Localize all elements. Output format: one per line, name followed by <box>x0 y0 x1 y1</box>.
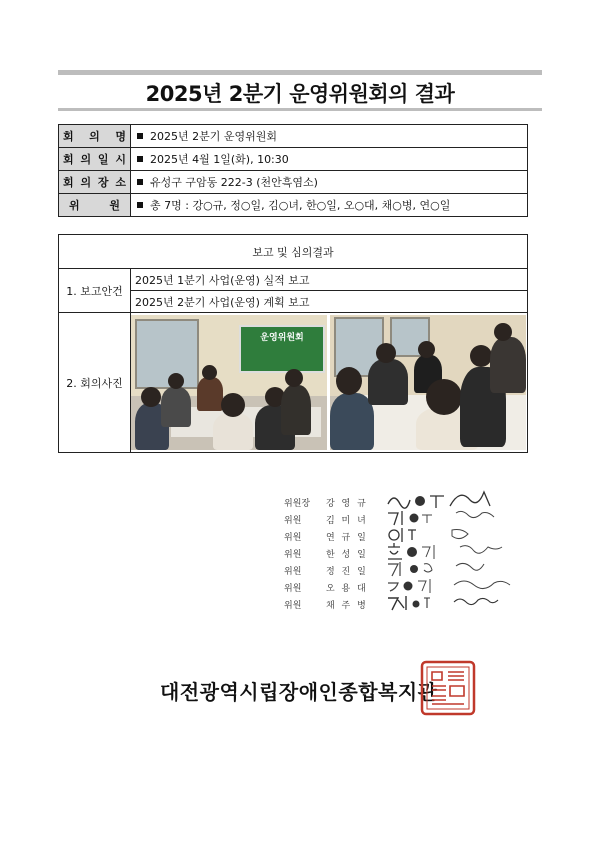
label-char: 회 <box>63 153 74 166</box>
info-row-members <box>59 194 528 217</box>
signature-role: 위원 <box>284 533 302 543</box>
banner-text: 운영위원회 <box>260 333 304 343</box>
info-value-text: 총 7명 : 강○규, 정○일, 김○녀, 한○일, 오○대, 채○병, 연○일 <box>150 199 451 212</box>
organization-name: 대전광역시립장애인종합복지관 <box>160 680 438 704</box>
official-seal-icon <box>420 660 476 716</box>
bullet-icon <box>137 202 143 208</box>
signature-name: 연 규 일 <box>326 533 368 543</box>
label-char: 의 <box>80 176 92 189</box>
info-value-datetime <box>131 148 528 171</box>
signature-name: 정 진 일 <box>326 567 368 577</box>
bullet-icon <box>137 156 143 162</box>
meeting-info-table <box>58 124 528 217</box>
signature-name: 김 미 녀 <box>326 516 368 526</box>
title-top-rule <box>58 70 542 75</box>
title-bottom-rule <box>58 108 542 111</box>
bullet-icon <box>137 179 143 185</box>
label-char: 소 <box>115 176 126 189</box>
label-char: 시 <box>115 153 126 166</box>
signature-row <box>284 596 544 613</box>
signature-name: 한 성 일 <box>326 550 368 560</box>
photo-row <box>59 313 528 453</box>
photo-label: 2. 회의사진 <box>59 313 131 453</box>
label-char: 원 <box>109 199 120 212</box>
info-label-location <box>59 171 131 194</box>
signature-name: 채 주 병 <box>326 601 368 611</box>
label-char: 위 <box>69 199 80 212</box>
signature-role: 위원 <box>284 567 302 577</box>
label-char: 장 <box>97 176 109 189</box>
label-char: 명 <box>115 130 126 143</box>
agenda-label: 1. 보고안건 <box>59 269 131 313</box>
bullet-icon <box>137 133 143 139</box>
photo-cell <box>131 313 528 453</box>
info-value-text: 2025년 4월 1일(화), 10:30 <box>150 153 289 166</box>
info-row-location <box>59 171 528 194</box>
info-value-text: 유성구 구암동 222-3 (천안흑염소) <box>150 176 318 189</box>
info-value-text: 2025년 2분기 운영위원회 <box>150 130 277 143</box>
signature-block <box>284 494 544 613</box>
info-value-meeting-name <box>131 125 528 148</box>
signature-role: 위원 <box>284 516 302 526</box>
report-header: 보고 및 심의결과 <box>59 235 528 269</box>
label-char: 회 <box>63 130 74 143</box>
info-label-members <box>59 194 131 217</box>
info-label-meeting-name <box>59 125 131 148</box>
agenda-item: 2025년 2분기 사업(운영) 계획 보고 <box>131 291 528 313</box>
label-char: 의 <box>80 153 92 166</box>
meeting-photo-1 <box>131 315 327 450</box>
signature-name: 오 용 대 <box>326 584 368 594</box>
label-char: 의 <box>89 130 100 143</box>
info-value-members <box>131 194 528 217</box>
label-char: 일 <box>97 153 109 166</box>
signature-name: 강 영 규 <box>326 499 368 509</box>
agenda-row <box>59 269 528 291</box>
document-title: 2025년 2분기 운영위원회의 결과 <box>145 82 455 106</box>
info-row-meeting-name <box>59 125 528 148</box>
signature-role: 위원 <box>284 584 302 594</box>
meeting-photo-2 <box>330 315 526 450</box>
signature-role: 위원장 <box>284 499 311 509</box>
report-table <box>58 234 528 453</box>
signature-role: 위원 <box>284 550 302 560</box>
info-row-datetime <box>59 148 528 171</box>
info-value-location <box>131 171 528 194</box>
signature-role: 위원 <box>284 601 302 611</box>
info-label-datetime <box>59 148 131 171</box>
signature-ink <box>384 590 524 616</box>
label-char: 회 <box>63 176 74 189</box>
agenda-item: 2025년 1분기 사업(운영) 실적 보고 <box>131 269 528 291</box>
